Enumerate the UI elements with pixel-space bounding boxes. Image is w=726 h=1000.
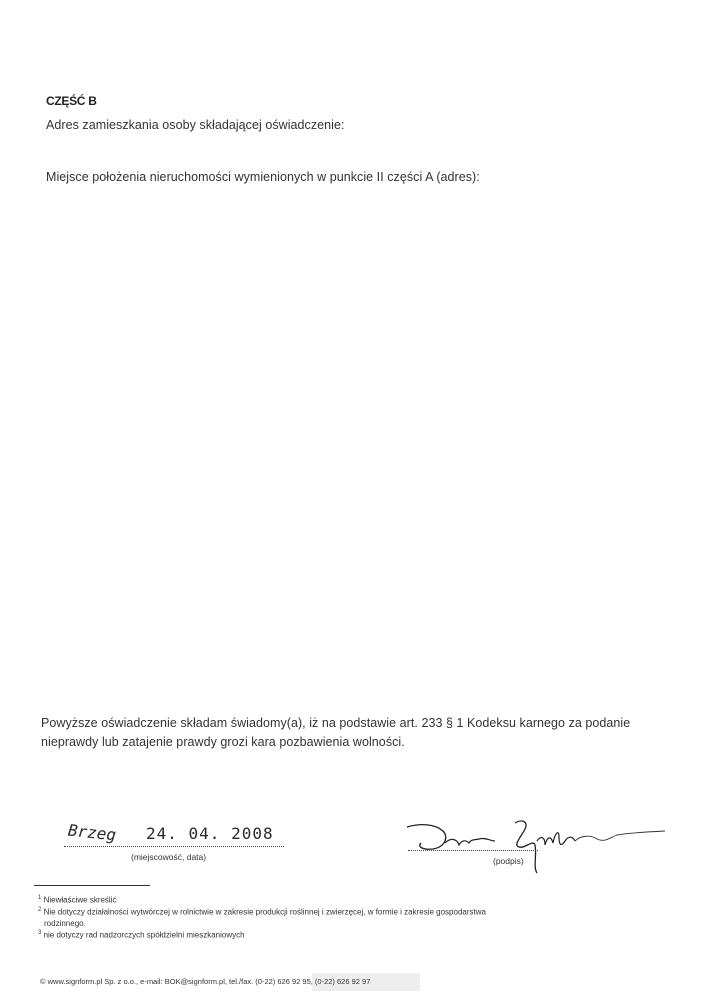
footnote-1-text: Niewłaściwe skreślić [43, 895, 117, 905]
declaration-line-2: nieprawdy lub zatajenie prawdy grozi kara pozbawienia wolności. [41, 735, 405, 749]
footer-copyright: © www.signform.pl Sp. z o.o., e-mail: BOK@signform.pl, tel./fax. (0-22) 626 92 95, (0-22) 626 92 97 [40, 977, 371, 986]
handwritten-place: Brzeg [67, 820, 118, 845]
footnote-2-continuation: rodzinnego. [44, 918, 86, 928]
footnote-3-text: nie dotyczy rad nadzorczych spółdzielni mieszkaniowych [43, 930, 245, 940]
footnote-separator [34, 885, 150, 886]
signature-image [405, 815, 667, 877]
footnote-2-text: Nie dotyczy działalności wytwórczej w rolnictwie w zakresie produkcji roślinnej i zwierzęcej, w formie i zakresie gospodarstwa [43, 907, 486, 917]
address-label: Adres zamieszkania osoby składającej oświadczenie: [46, 118, 345, 132]
footnote-3 [38, 928, 245, 941]
signature-text [405, 815, 406, 816]
footnote-2-mark: 2 [38, 907, 42, 913]
footnote-1-mark: 1 [38, 895, 42, 901]
signature-caption: (podpis) [493, 856, 524, 866]
handwritten-date: 24. 04. 2008 [146, 824, 274, 843]
declaration-line-1: Powyższe oświadczenie składam świadomy(a), iż na podstawie art. 233 § 1 Kodeksu karnego za podanie [41, 716, 631, 730]
property-location-label: Miejsce położenia nieruchomości wymienionych w punkcie II części A (adres): [46, 170, 480, 184]
footnote-3-mark: 3 [38, 930, 42, 936]
section-title: CZĘŚĆ B [46, 94, 97, 108]
footnote-1 [38, 893, 116, 906]
place-date-line [64, 846, 284, 847]
signature-line [408, 850, 538, 851]
footnote-2 [38, 905, 638, 929]
handwritten-signature [405, 815, 667, 877]
place-date-caption: (miejscowość, data) [131, 852, 207, 862]
